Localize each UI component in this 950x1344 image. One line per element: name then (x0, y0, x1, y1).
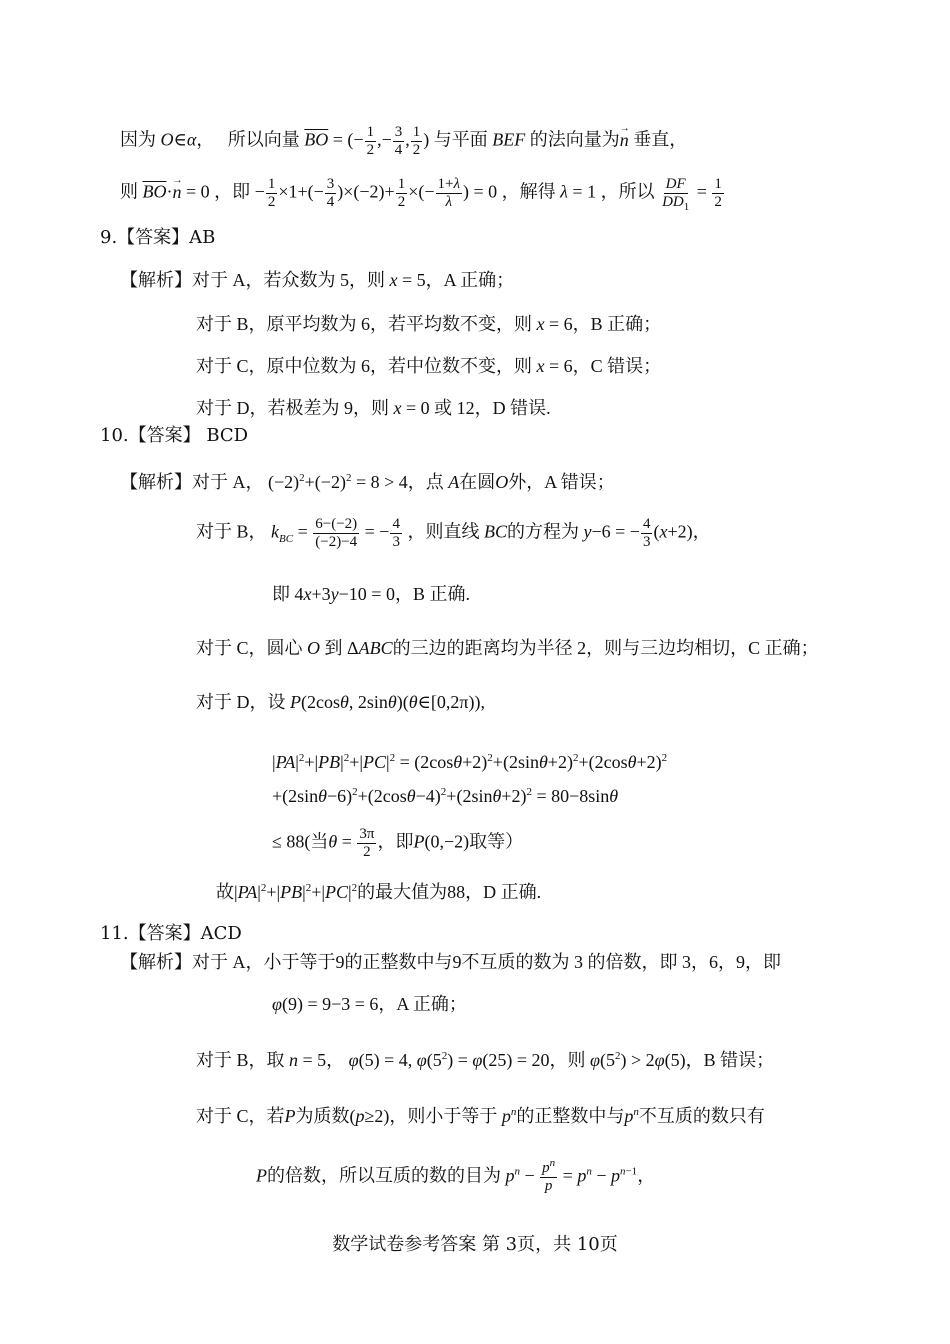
q11-analysis-a2: φ(9) = 9−3 = 6，A 正确； (272, 994, 467, 1014)
q9-answer: 9.【答案】AB (100, 227, 216, 248)
q10-analysis-b2: 即 4x+3y−10 = 0，B 正确. (272, 584, 470, 604)
q11-analysis-b: 对于 B，取 n = 5， φ(5) = 4, $\varphi(5^2) = \varphi(25) = 20$，则 $\varphi(5^2) > 2\varphi(5)$，B 错误； (196, 1050, 775, 1070)
q9-analysis-d: 对于 D，若极差为 9，则 x = 0 或 12，D 错误. (196, 398, 551, 418)
q11-analysis-a: 【解析】对于 A，小于等于9的正整数中与9不互质的数为 3 的倍数，即 3，6，9，即 (120, 952, 781, 972)
q10-formula-3: ≤ 88(当θ = $\frac{3\pi}{2}$ ，即P(0,−2)取等） (272, 826, 524, 860)
page-footer: 数学试卷参考答案 第 3页，共 10页 (332, 1234, 618, 1255)
line-2: 则 $\overline{BO}\cdot\to n = 0$ ，即 − $\frac{1}{2}$ ×1+(− $\frac{3}{4}$ )×(−2)+ $\frac{1}{2}$ ×(− $\frac{1+\lambda}{\lambda}$ ) = 0 ，解得 λ = 1 ，所以 $\frac{DF}{DD_1}$ = $\frac{1}{2}$ (120, 176, 725, 211)
q9-analysis-a: 【解析】对于 A，若众数为 5，则 x = 5，A 正确； (120, 270, 515, 290)
q9-analysis-b: 对于 B，原平均数为 6，若平均数不变，则 x = 6，B 正确； (196, 314, 662, 334)
line-1: 因为 O∈α， 所以向量 $\overline{BO}$ = (− $\frac{1}{2}$ ,− $\frac{3}{4}$ , $\frac{1}{2}$ ) 与平面 BEF 的法向量为→ n 垂直， (120, 124, 687, 159)
q10-formula-1: $|PA|^2+|PB|^2+|PC|^2 = (2\cos\theta+2)^2+(2\sin\theta+2)^2+(2\cos\theta+2)^2$ (272, 752, 668, 772)
q10-formula-2: $+(2\sin\theta-6)^2+(2\cos\theta-4)^2+(2\sin\theta+2)^2 = 80-8\sin\theta$ (272, 786, 619, 806)
q10-conclusion: 故$|PA|^2+|PB|^2+|PC|^2$的最大值为88，D 正确. (216, 882, 542, 902)
q11-answer: 11.【答案】ACD (100, 923, 242, 944)
q10-analysis-c: 对于 C，圆心 O 到 ΔABC的三边的距离均为半径 2，则与三边均相切，C 正确； (196, 638, 819, 658)
q11-analysis-c: 对于 C，若P为质数(p≥2)，则小于等于 $p^n$的正整数中与$p^n$不互质的数只有 (196, 1106, 765, 1126)
q10-answer: 10.【答案】 BCD (100, 425, 249, 446)
q10-analysis-d: 对于 D，设 P(2cosθ, 2sinθ)(θ∈[0,2π)), (196, 692, 485, 712)
q11-analysis-c2: P的倍数，所以互质的数的目为 $p^n$ − $\frac{p^n}{p}$ = $p^n - p^{n-1}$， (256, 1157, 656, 1194)
q9-analysis-c: 对于 C，原中位数为 6，若中位数不变，则 x = 6，C 错误； (196, 356, 662, 376)
q10-analysis-a: 【解析】对于 A， $(-2)^2+(-2)^2 = 8 > 4$，点 A在圆O外，A 错误； (120, 472, 615, 492)
q10-analysis-b: 对于 B， $k_{BC}$ = $\frac{6-(-2)}{(-2)-4}$ = − $\frac{4}{3}$ ，则直线 BC的方程为 y−6 = − $\frac{4}{3}$ (x+2)， (196, 516, 711, 550)
